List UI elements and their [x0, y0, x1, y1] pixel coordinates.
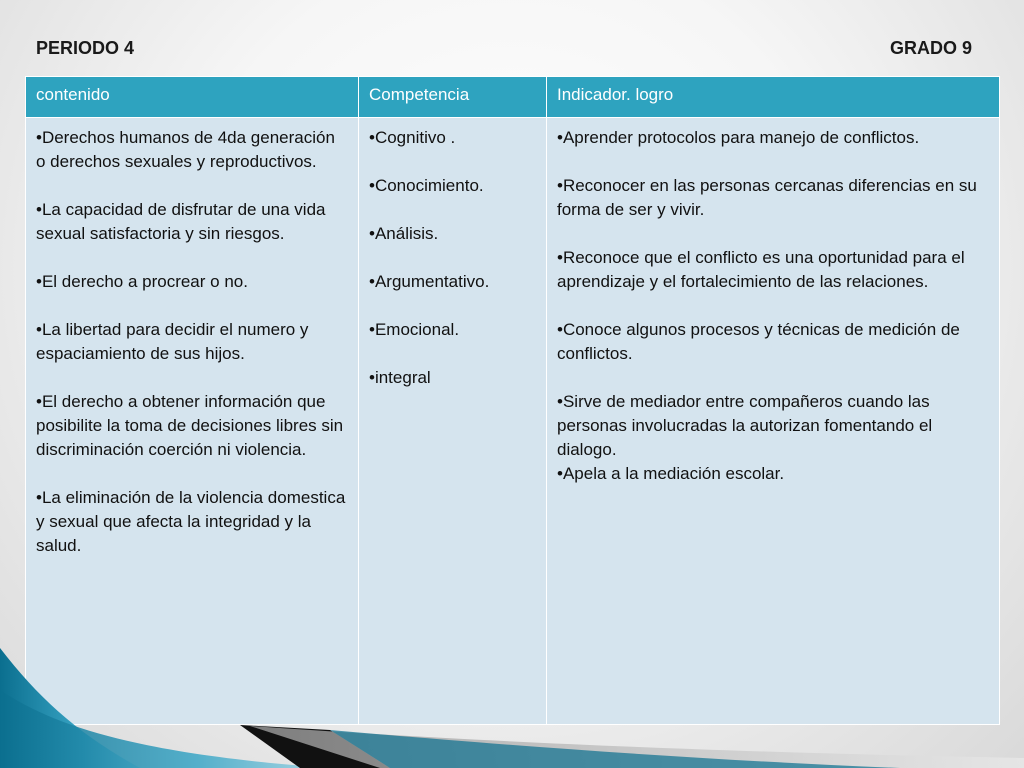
list-item: •El derecho a obtener información que posibilite la toma de decisiones libres sin discriminación coerción ni violencia. — [36, 392, 344, 459]
list-item: •La capacidad de disfrutar de una vida sexual satisfactoria y sin riesgos. — [36, 200, 326, 243]
list-item: •Emocional. — [369, 320, 460, 339]
list-item: •Argumentativo. — [369, 272, 490, 291]
list-item: •Derechos humanos de 4da generación o derechos sexuales y reproductivos. — [36, 128, 335, 171]
list-item: •Sirve de mediador entre compañeros cuando las personas involucradas la autorizan fomentando el dialogo. — [557, 392, 933, 459]
list-item: •La eliminación de la violencia domestica y sexual que afecta la integridad y la salud. — [36, 488, 346, 555]
header-competencia: Competencia — [359, 77, 547, 118]
list-item: •Reconocer en las personas cercanas diferencias en su forma de ser y vivir. — [557, 176, 977, 219]
list-item: •El derecho a procrear o no. — [36, 272, 248, 291]
header-contenido: contenido — [26, 77, 359, 118]
period-title: PERIODO 4 — [36, 38, 135, 58]
list-item: •Conoce algunos procesos y técnicas de medición de conflictos. — [557, 320, 960, 363]
list-item: •Reconoce que el conflicto es una oportunidad para el aprendizaje y el fortalecimiento de las relaciones. — [557, 248, 965, 291]
list-item: •La libertad para decidir el numero y espaciamiento de sus hijos. — [36, 320, 309, 363]
list-item: •Aprender protocolos para manejo de conflictos. — [557, 128, 920, 147]
list-item: •Análisis. — [369, 224, 439, 243]
list-item: •Apela a la mediación escolar. — [557, 464, 785, 483]
header-indicador: Indicador. logro — [547, 77, 1000, 118]
list-item: •Cognitivo . — [369, 128, 456, 147]
grade-title: GRADO 9 — [890, 38, 973, 58]
list-item: •Conocimiento. — [369, 176, 484, 195]
list-item: •integral — [369, 368, 431, 387]
